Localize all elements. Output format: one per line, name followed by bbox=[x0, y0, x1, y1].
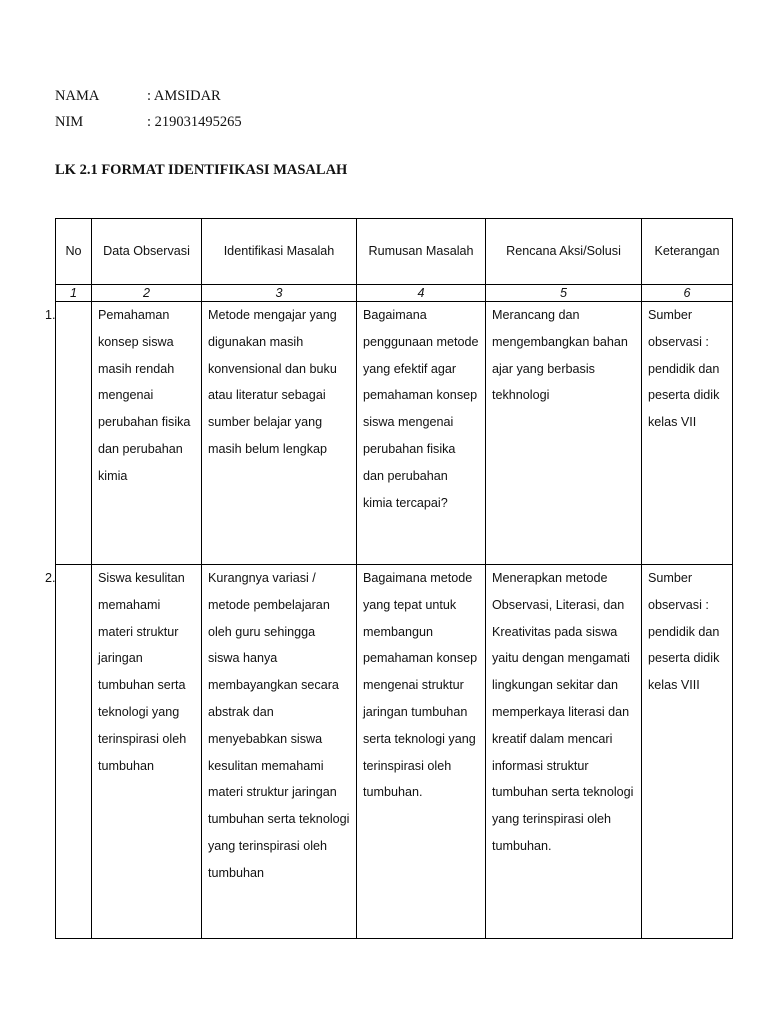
column-header-keterangan: Keterangan bbox=[642, 219, 733, 285]
name-value: : AMSIDAR bbox=[147, 88, 221, 104]
data-observasi-cell: Siswa kesulitan memahami materi struktur jaringan tumbuhan serta teknologi yang terinspirasi oleh tumbuhan bbox=[92, 565, 202, 939]
column-number: 6 bbox=[642, 285, 733, 302]
document-title: LK 2.1 FORMAT IDENTIFIKASI MASALAH bbox=[55, 162, 348, 178]
rumusan-masalah-cell: Bagaimana penggunaan metode yang efektif agar pemahaman konsep siswa mengenai perubahan fisika dan perubahan kimia tercapai? bbox=[357, 302, 486, 565]
row-number: 2. bbox=[45, 571, 56, 585]
table-row bbox=[56, 302, 733, 565]
rencana-aksi-cell: Menerapkan metode Observasi, Literasi, dan Kreativitas pada siswa yaitu dengan mengamati lingkungan sekitar dan memperkaya literasi dan kreatif dalam mencari informasi struktur tumbuhan serta teknologi yang terinspirasi oleh tumbuhan. bbox=[486, 565, 642, 939]
name-label: NAMA bbox=[55, 88, 100, 104]
nim-label: NIM bbox=[55, 114, 84, 130]
column-header-data-observasi: Data Observasi bbox=[92, 219, 202, 285]
data-observasi-cell: Pemahaman konsep siswa masih rendah mengenai perubahan fisika dan perubahan kimia bbox=[92, 302, 202, 565]
column-number: 2 bbox=[92, 285, 202, 302]
row-number-cell bbox=[45, 565, 92, 939]
keterangan-cell: Sumber observasi : pendidik dan peserta didik kelas VIII bbox=[642, 565, 733, 939]
column-header-no: No bbox=[56, 219, 92, 285]
rumusan-masalah-cell: Bagaimana metode yang tepat untuk membangun pemahaman konsep mengenai struktur jaringan tumbuhan serta teknologi yang terinspirasi oleh tumbuhan. bbox=[357, 565, 486, 939]
column-number-row bbox=[56, 285, 733, 302]
table-header-row bbox=[56, 219, 733, 285]
nim-value: : 219031495265 bbox=[147, 114, 242, 130]
problem-identification-table bbox=[45, 218, 733, 939]
column-header-rencana-aksi: Rencana Aksi/Solusi bbox=[486, 219, 642, 285]
row-number: 1. bbox=[45, 308, 56, 322]
column-number: 1 bbox=[56, 285, 92, 302]
table-row bbox=[56, 565, 733, 939]
keterangan-cell: Sumber observasi : pendidik dan peserta didik kelas VII bbox=[642, 302, 733, 565]
column-header-identifikasi-masalah: Identifikasi Masalah bbox=[202, 219, 357, 285]
column-number: 4 bbox=[357, 285, 486, 302]
row-number-cell bbox=[45, 302, 92, 565]
identifikasi-masalah-cell: Kurangnya variasi / metode pembelajaran oleh guru sehingga siswa hanya membayangkan secara abstrak dan menyebabkan siswa kesulitan memahami materi struktur jaringan tumbuhan serta teknologi yang terinspirasi oleh tumbuhan bbox=[202, 565, 357, 939]
column-number: 5 bbox=[486, 285, 642, 302]
column-number: 3 bbox=[202, 285, 357, 302]
identifikasi-masalah-cell: Metode mengajar yang digunakan masih konvensional dan buku atau literatur sebagai sumber belajar yang masih belum lengkap bbox=[202, 302, 357, 565]
rencana-aksi-cell: Merancang dan mengembangkan bahan ajar yang berbasis tekhnologi bbox=[486, 302, 642, 565]
column-header-rumusan-masalah: Rumusan Masalah bbox=[357, 219, 486, 285]
